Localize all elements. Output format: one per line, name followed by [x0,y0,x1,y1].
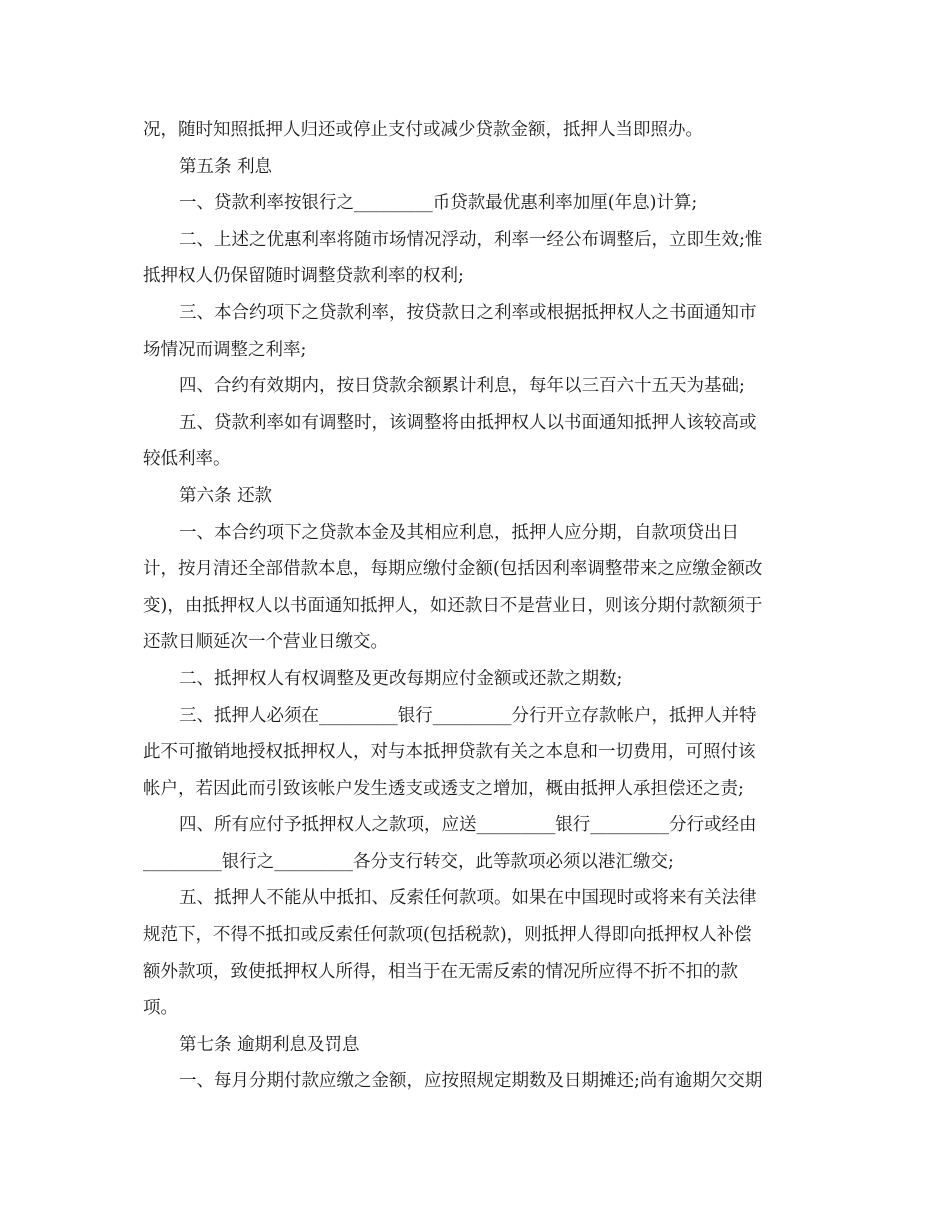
text-line: 五、抵押人不能从中抵扣、反索任何款项。如果在中国现时或将来有关法律 [179,888,757,909]
section-heading: 第五条 利息 [179,156,273,177]
text-line: 额外款项，致使抵押权人所得，相当于在无需反索的情况所应得不折不扣的款 [143,961,738,982]
text-line: 五、贷款利率如有调整时，该调整将由抵押权人以书面通知抵押人该较高或 [179,412,757,433]
text-line: 变)，由抵押权人以书面通知抵押人，如还款日不是营业日，则该分期付款额须于 [143,595,763,616]
text-line: 此不可撤销地授权抵押权人，对与本抵押贷款有关之本息和一切费用，可照付该 [143,742,756,763]
text-line: 场情况而调整之利率; [143,339,307,360]
text-line: 四、合约有效期内，按日贷款余额累计利息，每年以三百六十五天为基础; [179,376,745,397]
text-line: 帐户，若因此而引致该帐户发生透支或透支之增加，概由抵押人承担偿还之责; [143,778,744,799]
text-line: _________银行之_________各分支行转交，此等款项必须以港汇缴交; [143,851,674,872]
text-line: 项。 [143,998,178,1019]
text-line: 三、抵押人必须在_________银行_________分行开立存款帐户，抵押人并特 [179,705,757,726]
document-body [143,112,803,1100]
text-line: 规范下，不得不抵扣或反索任何款项(包括税款)，则抵押人得即向抵押权人补偿 [143,925,752,946]
section-heading: 第六条 还款 [179,485,273,506]
text-line: 抵押权人仍保留随时调整贷款利率的权利; [143,266,464,287]
text-line: 三、本合约项下之贷款利率，按贷款日之利率或根据抵押权人之书面通知市 [179,302,757,323]
text-line: 四、所有应付予抵押权人之款项，应送_________银行_________分行或经由 [179,815,757,836]
text-line: 还款日顺延次一个营业日缴交。 [143,632,388,653]
text-line: 一、本合约项下之贷款本金及其相应利息，抵押人应分期，自款项贷出日 [179,522,739,543]
text-line: 况，随时知照抵押人归还或停止支付或减少贷款金额，抵押人当即照办。 [143,120,703,140]
text-line: 计，按月清还全部借款本息，每期应缴付金额(包括因利率调整带来之应缴金额改 [143,559,763,580]
text-line: 较低利率。 [143,449,231,470]
section-heading: 第七条 逾期利息及罚息 [179,1034,360,1055]
text-line: 一、每月分期付款应缴之金额，应按照规定期数及日期摊还;尚有逾期欠交期 [179,1071,763,1092]
text-line: 二、抵押权人有权调整及更改每期应付金额或还款之期数; [179,668,623,689]
text-line: 一、贷款利率按银行之_________币贷款最优惠利率加厘(年息)计算; [179,193,698,214]
text-line: 二、上述之优惠利率将随市场情况浮动，利率一经公布调整后，立即生效;惟 [179,229,763,250]
